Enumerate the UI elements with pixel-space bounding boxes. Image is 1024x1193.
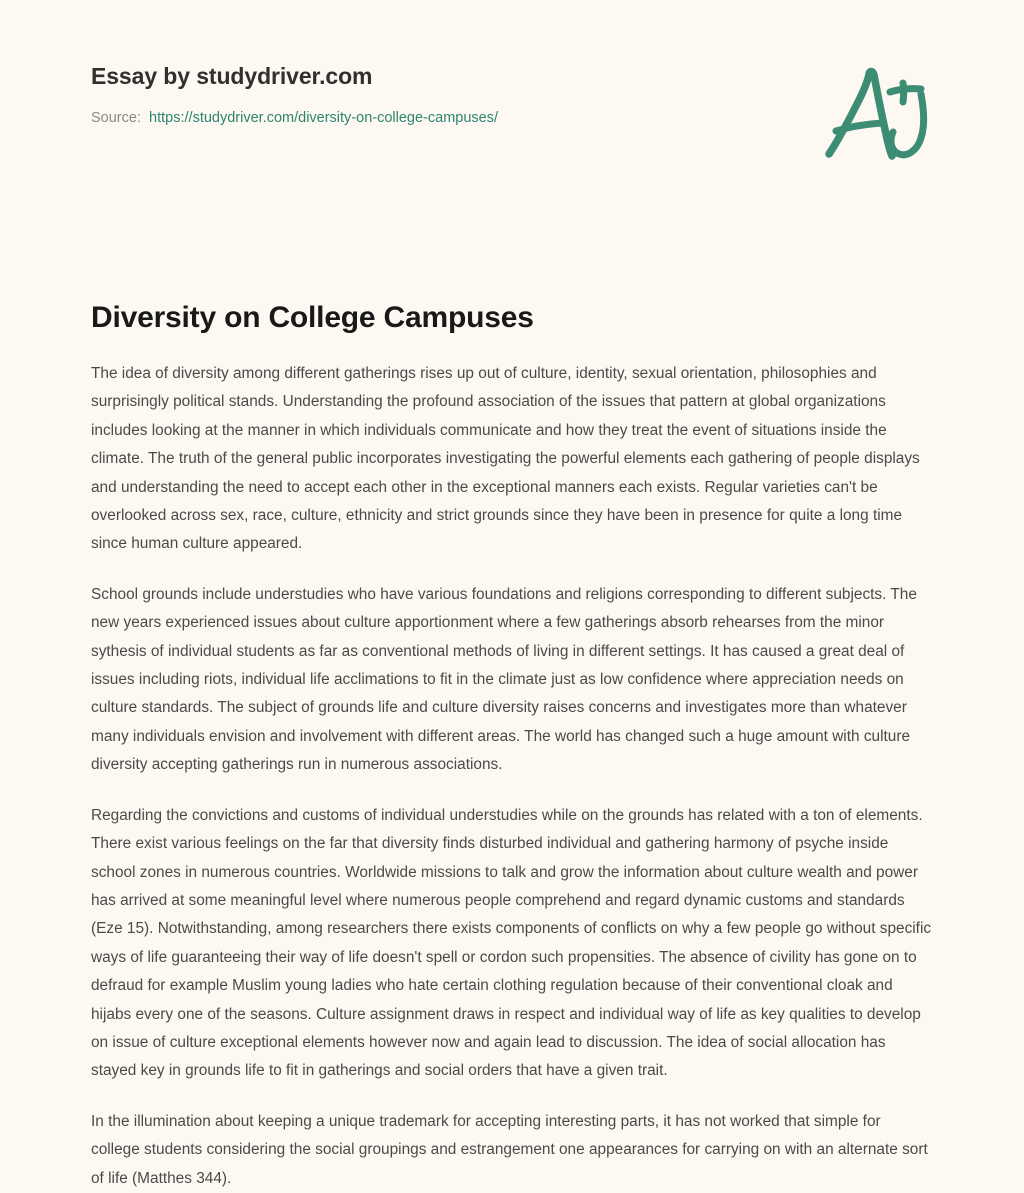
page-title: Diversity on College Campuses [91, 301, 534, 334]
a-plus-logo-icon [811, 58, 941, 168]
paragraph: Regarding the convictions and customs of individual understudies while on the grounds has related with a ton of elements. There exist various feelings on the far that diversity finds disturbed individual and gathering harmony of psyche inside school zones in numerous countries. Worldwide missions to talk and grow the information about culture wealth and power has arrived at some meaningful level where numerous people comprehend and regard dynamic customs and standards (Eze 15). Notwithstanding, among researchers there exists components of conflicts on why a few people go without specific ways of life guaranteeing their way of life doesn't spell or cordon such propensities. The absence of civility has gone on to defraud for example Muslim young ladies who hate certain clothing regulation because of their conventional cloak and hijabs every one of the seasons. Culture assignment draws in respect and individual way of life as key qualities to develop on issue of culture exceptional elements however now and again lead to discussion. The idea of social allocation has stayed key in grounds life to fit in gatherings and social orders that have a given trait. [91, 806, 932, 1080]
source-label: Source: [91, 110, 141, 126]
paragraph: The idea of diversity among different gatherings rises up out of culture, identity, sexual orientation, philosophies and surprisingly political stands. Understanding the profound association of the issues that pattern at global organizations includes looking at the manner in which individuals communicate and how they treat the event of situations inside the climate. The truth of the general public incorporates investigating the powerful elements each gathering of people displays and understanding the need to accept each other in the exceptional manners each exists. Regular varieties can't be overlooked across sex, race, culture, ethnicity and strict grounds since they have been in presence for quite a long time since human culture appeared. [91, 365, 920, 553]
essay-body [91, 336, 933, 1193]
source-line [91, 108, 933, 128]
paragraph: School grounds include understudies who have various foundations and religions corresponding to different subjects. The new years experienced issues about culture apportionment where a few gatherings absorb rehearses from the minor sythesis of individual students as far as conventional methods of living in different settings. It has caused a great deal of issues including riots, individual life acclimations to fit in the climate just as low confidence where appreciation needs on culture standards. The subject of grounds life and culture diversity raises concerns and investigates more than whatever many individuals envision and involvement with different areas. The world has changed such a huge amount with culture diversity accepting gatherings run in numerous associations. [91, 585, 917, 774]
byline: Essay by studydriver.com [91, 63, 373, 89]
page-header [91, 0, 933, 183]
paragraph: In the illumination about keeping a unique trademark for accepting interesting parts, it has not worked that simple for college students considering the social groupings and estrangement one appearances for carrying on with an alternate sort of life (Matthes 344). [91, 1112, 928, 1187]
source-url-link[interactable]: https://studydriver.com/diversity-on-college-campuses/ [149, 110, 498, 126]
